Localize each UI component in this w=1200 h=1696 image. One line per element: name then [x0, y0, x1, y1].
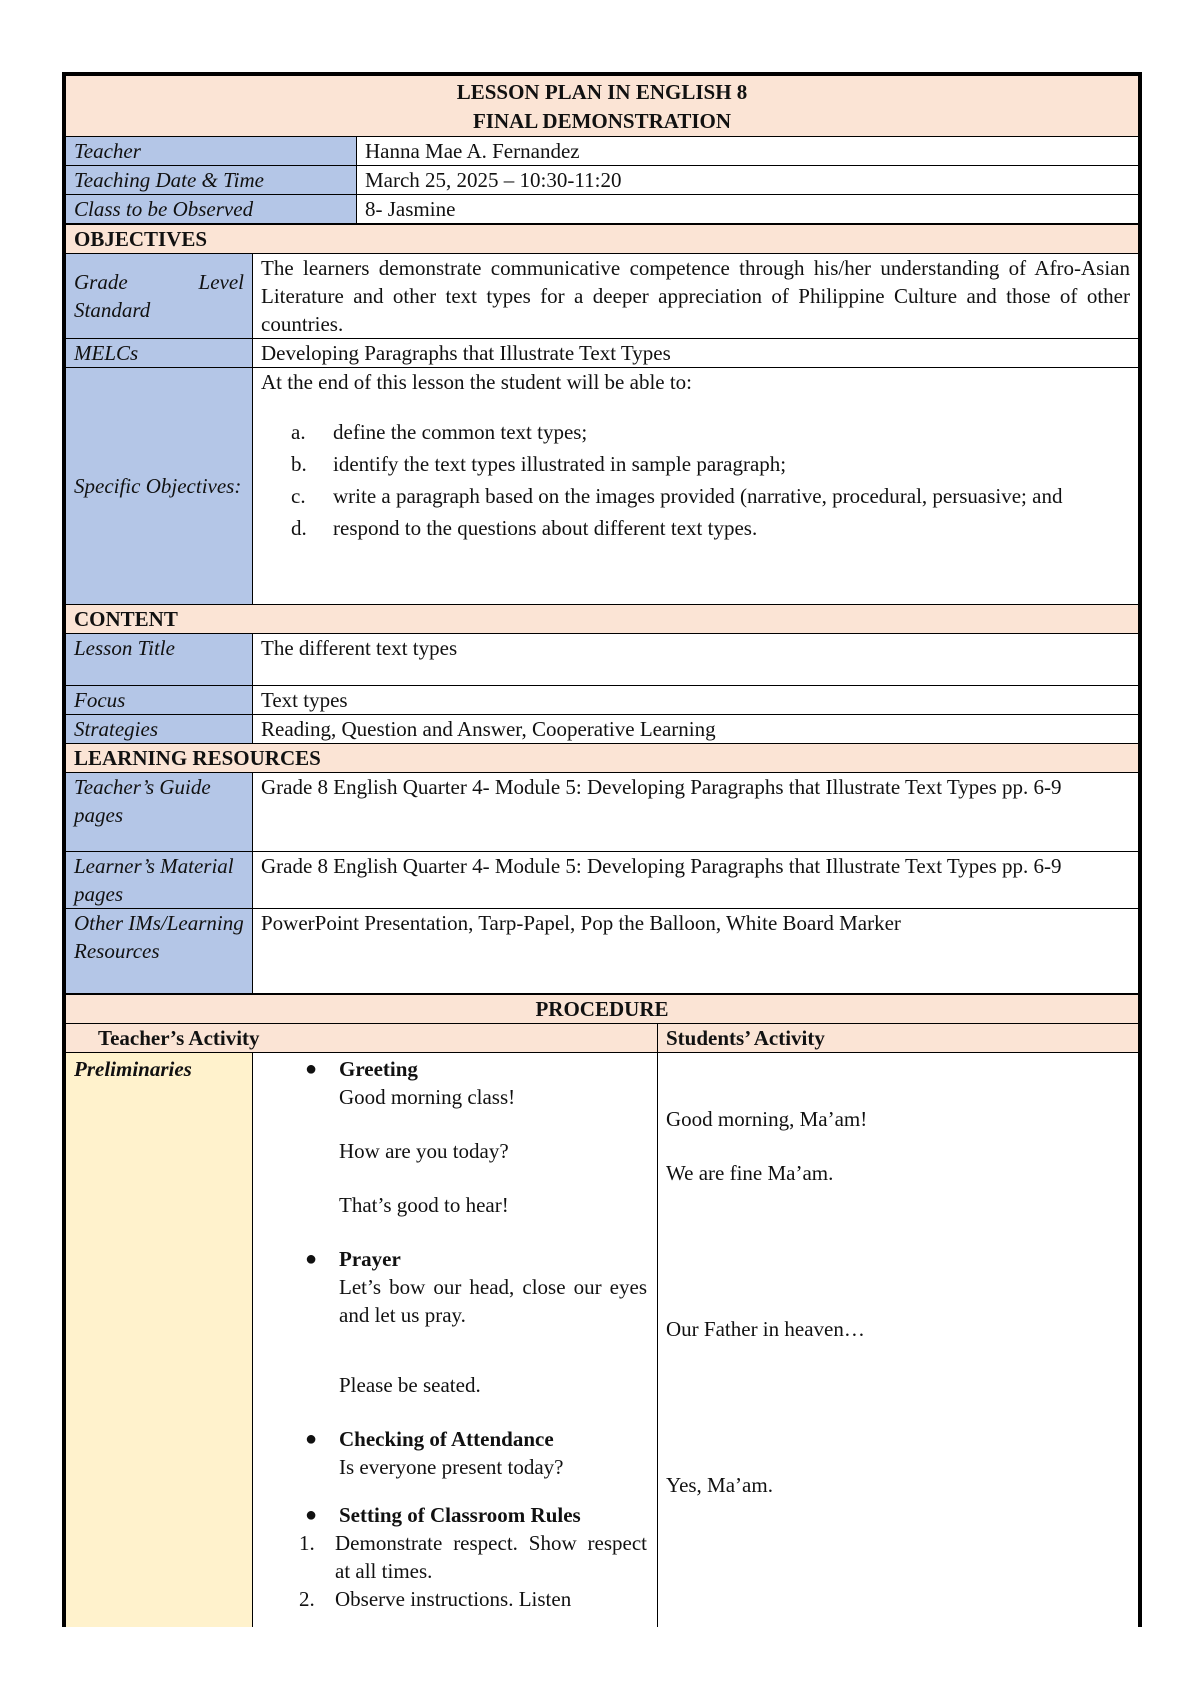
content-heading: CONTENT	[66, 605, 1139, 634]
greeting-item: ● Greeting	[305, 1057, 418, 1081]
melcs-value: Developing Paragraphs that Illustrate Text Types	[253, 339, 1139, 368]
list-item: 2. Observe instructions. Listen	[299, 1587, 572, 1611]
procedure-table	[65, 994, 1139, 1627]
class-value: 8- Jasmine	[357, 195, 1139, 224]
greeting-line-1: Good morning class!	[339, 1085, 516, 1109]
title-line-1: LESSON PLAN IN ENGLISH 8	[456, 80, 748, 104]
procedure-heading: PROCEDURE	[66, 995, 1139, 1024]
list-item: b. identify the text types illustrated in sample paragraph;	[291, 452, 787, 476]
strategies-label: Strategies	[66, 715, 253, 744]
teacher-activity-header: Teacher’s Activity	[66, 1024, 658, 1053]
list-item: d. respond to the questions about different text types.	[291, 516, 758, 540]
student-response-prayer: Our Father in heaven…	[666, 1317, 865, 1341]
prayer-item: ● Prayer	[305, 1247, 401, 1271]
teachers-guide-value: Grade 8 English Quarter 4- Module 5: Developing Paragraphs that Illustrate Text Types pp. 6-9	[253, 773, 1139, 852]
rules-item: ● Setting of Classroom Rules	[305, 1503, 581, 1527]
specific-objectives-cell	[253, 368, 1139, 605]
objectives-heading: OBJECTIVES	[66, 225, 1139, 254]
lesson-title-label: Lesson Title	[66, 634, 253, 686]
strategies-value: Reading, Question and Answer, Cooperative Learning	[253, 715, 1139, 744]
learners-material-value: Grade 8 English Quarter 4- Module 5: Developing Paragraphs that Illustrate Text Types pp. 6-9	[253, 852, 1139, 909]
prayer-line-1: Let’s bow our head, close our eyes and let us pray.	[339, 1275, 647, 1327]
header-table	[65, 75, 1139, 224]
teacher-activity-cell	[253, 1053, 658, 1628]
teacher-label: Teacher	[66, 137, 357, 166]
other-resources-label: Other IMs/Learning Resources	[66, 909, 253, 994]
specific-objectives-label: Specific Objectives:	[66, 368, 253, 605]
date-label: Teaching Date & Time	[66, 166, 357, 195]
other-resources-value: PowerPoint Presentation, Tarp-Papel, Pop the Balloon, White Board Marker	[253, 909, 1139, 994]
teacher-value: Hanna Mae A. Fernandez	[357, 137, 1139, 166]
document-title	[66, 76, 1139, 137]
resources-heading: LEARNING RESOURCES	[66, 744, 1139, 773]
teachers-guide-label: Teacher’s Guide pages	[66, 773, 253, 852]
greeting-line-2: How are you today?	[339, 1139, 509, 1163]
main-table	[65, 224, 1139, 994]
prayer-line-2: Please be seated.	[339, 1373, 481, 1397]
list-item: c. write a paragraph based on the images provided (narrative, procedural, persuasive; and	[291, 484, 1063, 508]
lesson-plan-document	[62, 72, 1142, 1627]
attendance-line-1: Is everyone present today?	[339, 1455, 564, 1479]
students-activity-header: Students’ Activity	[658, 1024, 1139, 1053]
melcs-label: MELCs	[66, 339, 253, 368]
class-label: Class to be Observed	[66, 195, 357, 224]
students-activity-cell	[658, 1053, 1139, 1628]
specific-objectives-intro: At the end of this lesson the student will be able to:	[261, 370, 693, 394]
learners-material-label: Learner’s Material pages	[66, 852, 253, 909]
objectives-list	[261, 416, 1130, 544]
attendance-item: ● Checking of Attendance	[305, 1427, 554, 1451]
lesson-title-value: The different text types	[253, 634, 1139, 686]
preliminaries-label: Preliminaries	[66, 1053, 253, 1628]
student-response-greeting: Good morning, Ma’am!	[666, 1107, 868, 1131]
list-item: 1. Demonstrate respect. Show respect at all times.	[299, 1531, 647, 1583]
focus-label: Focus	[66, 686, 253, 715]
list-item: a. define the common text types;	[291, 420, 588, 444]
student-response-fine: We are fine Ma’am.	[666, 1161, 834, 1185]
focus-value: Text types	[253, 686, 1139, 715]
greeting-line-3: That’s good to hear!	[339, 1193, 509, 1217]
grade-level-value: The learners demonstrate communicative competence through his/her understanding of Afro-Asian Literature and other text types for a deeper appreciation of Philippine Culture and those of other countries.	[253, 254, 1139, 339]
date-value: March 25, 2025 – 10:30-11:20	[357, 166, 1139, 195]
title-line-2: FINAL DEMONSTRATION	[472, 109, 732, 133]
student-response-attendance: Yes, Ma’am.	[666, 1473, 773, 1497]
grade-level-label: Grade Level Standard	[66, 254, 253, 339]
